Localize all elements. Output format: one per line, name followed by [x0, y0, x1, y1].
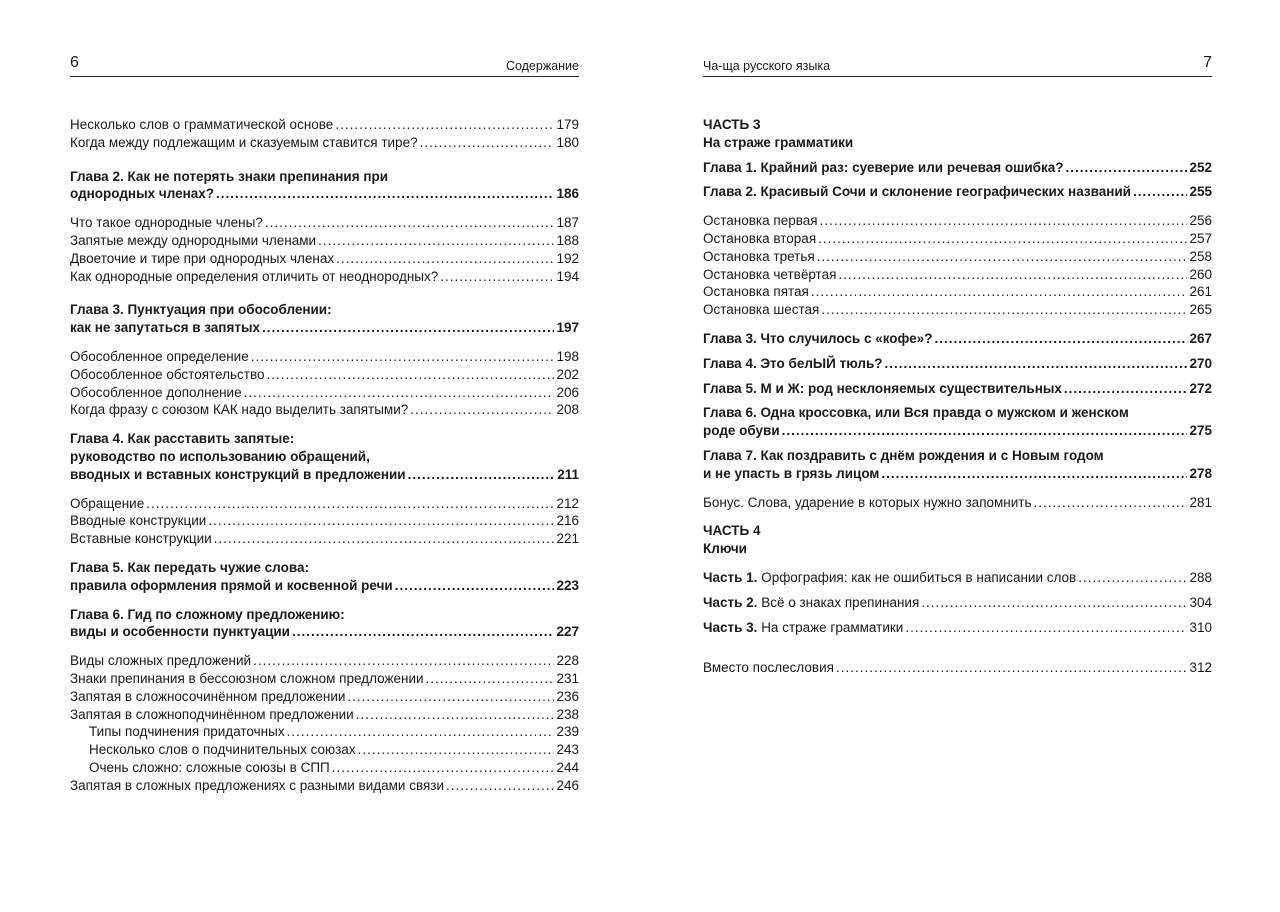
toc-entry[interactable]: Обращение ..... 212 [70, 495, 579, 513]
chapter-heading[interactable]: Глава 1. Крайний раз: суеверие или речевая ошибка? ..... 252 [703, 159, 1212, 177]
toc-entry[interactable]: Виды сложных предложений ..... 228 [70, 652, 579, 670]
toc-entry[interactable]: Обособленное определение ..... 198 [70, 348, 579, 366]
left-page [70, 0, 579, 912]
chapter-heading[interactable]: Глава 5. Как передать чужие слова: правила оформления прямой и косвенной речи ..... 223 [70, 559, 579, 595]
toc-entry[interactable]: Остановка первая ..... 256 [703, 212, 1212, 230]
toc-entry[interactable]: Обособленное обстоятельство ..... 202 [70, 366, 579, 384]
page-number: 6 [70, 54, 79, 71]
toc-entry[interactable]: Что такое однородные члены? ..... 187 [70, 214, 579, 232]
chapter-heading[interactable]: Глава 3. Что случилось с «кофе»? ..... 267 [703, 330, 1212, 348]
part-label: ЧАСТЬ 3 [703, 117, 761, 132]
toc-entry[interactable]: Как однородные определения отличить от неоднородных? ..... 194 [70, 268, 579, 286]
toc-entry[interactable]: Запятая в сложносочинённом предложении ..... 236 [70, 688, 579, 706]
toc-entry[interactable]: Вставные конструкции ..... 221 [70, 530, 579, 548]
toc-entry-key[interactable]: Часть 1. Орфография: как не ошибиться в написании слов ..... 288 [703, 569, 1212, 587]
toc-entry-afterword[interactable]: Вместо послесловия ..... 312 [703, 659, 1212, 677]
part-title: На страже грамматики [703, 134, 854, 150]
chapter-heading[interactable]: Глава 2. Красивый Сочи и склонение географических названий ..... 255 [703, 183, 1212, 201]
toc-subentry[interactable]: Очень сложно: сложные союзы в СПП ..... 244 [70, 759, 579, 777]
toc-entry[interactable]: Остановка шестая ..... 265 [703, 301, 1212, 319]
toc-subentry[interactable]: Несколько слов о подчинительных союзах ..... 243 [70, 741, 579, 759]
chapter-heading[interactable]: Глава 2. Как не потерять знаки препинания при однородных членах? ..... 186 [70, 168, 579, 204]
toc-entry[interactable]: Двоеточие и тире при однородных членах ..... 192 [70, 250, 579, 268]
right-page [703, 0, 1212, 912]
chapter-heading[interactable]: Глава 5. М и Ж: род несклоняемых существительных ..... 272 [703, 380, 1212, 398]
toc-entry-key[interactable]: Часть 3. На страже грамматики ..... 310 [703, 619, 1212, 637]
toc-entry[interactable]: Когда между подлежащим и сказуемым ставится тире? ..... 180 [70, 134, 579, 152]
chapter-heading[interactable]: Глава 4. Как расставить запятые: руководство по использованию обращений, вводных и вставных конструкций в предложении ..... 211 [70, 430, 579, 483]
toc-right [703, 116, 1212, 677]
part-title: Ключи [703, 541, 747, 557]
toc-entry[interactable]: Остановка вторая ..... 257 [703, 230, 1212, 248]
toc-entry-bonus[interactable]: Бонус. Слова, ударение в которых нужно запомнить ..... 281 [703, 494, 1212, 512]
toc-entry[interactable]: Несколько слов о грамматической основе ..... 179 [70, 116, 579, 134]
chapter-heading[interactable]: Глава 4. Это белЫЙ тюль? ..... 270 [703, 355, 1212, 373]
chapter-heading[interactable]: Глава 6. Одна кроссовка, или Вся правда о мужском и женском роде обуви ..... 275 [703, 404, 1212, 440]
toc-entry[interactable]: Запятые между однородными членами ..... 188 [70, 232, 579, 250]
toc-left [70, 116, 579, 795]
toc-entry[interactable]: Остановка третья ..... 258 [703, 248, 1212, 266]
toc-entry[interactable]: Обособленное дополнение ..... 206 [70, 384, 579, 402]
toc-entry[interactable]: Запятая в сложноподчинённом предложении ..... 238 [70, 706, 579, 724]
running-head [70, 56, 579, 77]
page-number: 7 [1203, 54, 1212, 71]
toc-subentry[interactable]: Типы подчинения придаточных ..... 239 [70, 723, 579, 741]
toc-entry[interactable]: Когда фразу с союзом КАК надо выделить запятыми? ..... 208 [70, 401, 579, 419]
chapter-heading[interactable]: Глава 6. Гид по сложному предложению: виды и особенности пунктуации ..... 227 [70, 606, 579, 642]
chapter-heading[interactable]: Глава 7. Как поздравить с днём рождения и с Новым годом и не упасть в грязь лицом ..... 278 [703, 447, 1212, 483]
chapter-heading[interactable]: Глава 3. Пунктуация при обособлении: как не запутаться в запятых ..... 197 [70, 301, 579, 337]
toc-entry-key[interactable]: Часть 2. Всё о знаках препинания ..... 304 [703, 594, 1212, 612]
toc-entry[interactable]: Запятая в сложных предложениях с разными видами связи ..... 246 [70, 777, 579, 795]
toc-entry[interactable]: Вводные конструкции ..... 216 [70, 512, 579, 530]
running-head [703, 56, 1212, 77]
toc-entry[interactable]: Знаки препинания в бессоюзном сложном предложении ..... 231 [70, 670, 579, 688]
toc-entry[interactable]: Остановка четвёртая ..... 260 [703, 266, 1212, 284]
toc-entry[interactable]: Остановка пятая ..... 261 [703, 283, 1212, 301]
running-head-title: Содержание [505, 59, 579, 73]
part-label: ЧАСТЬ 4 [703, 523, 761, 539]
running-head-title: Ча-ща русского языка [703, 59, 831, 73]
